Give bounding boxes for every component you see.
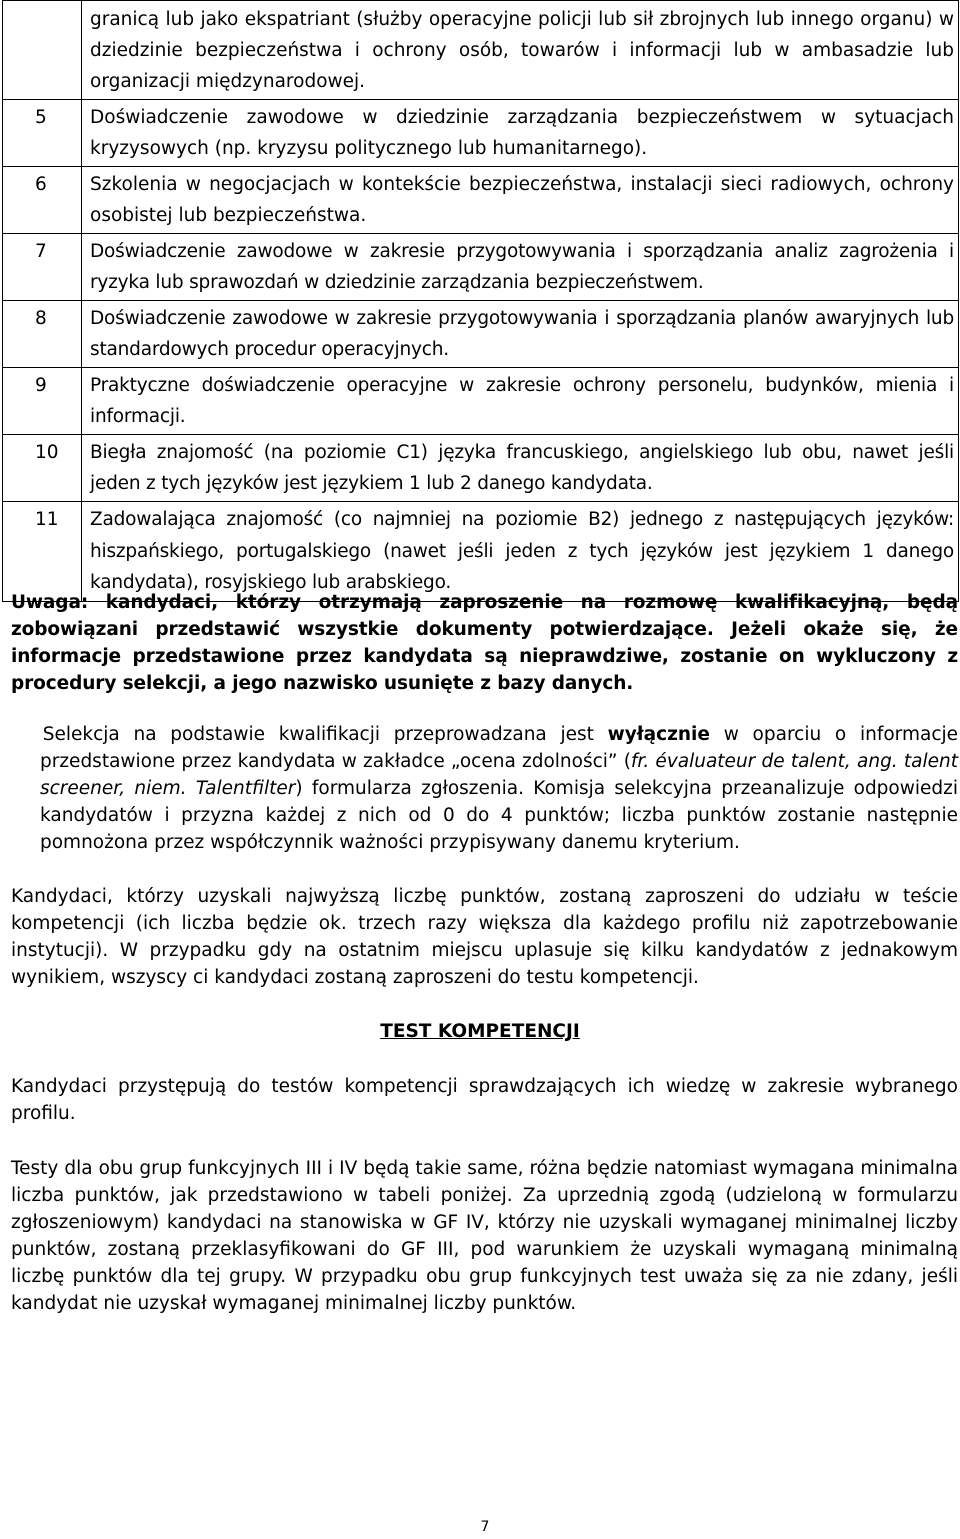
- row-text: Doświadczenie zawodowe w dziedzinie zarządzania bezpieczeństwem w sytuacjach kryzysowych (np. kryzysu politycznego lub humanitarnego).: [82, 100, 959, 167]
- row-number: 9: [3, 368, 82, 435]
- row-number: 6: [3, 167, 82, 234]
- selection-italic-terms: fr. évaluateur de talent, ang. talent screener, niem. Talentfilter: [40, 751, 958, 799]
- points-paragraph: Kandydaci, którzy uzyskali najwyższą liczbę punktów, zostaną zaproszeni do udziału w teście kompetencji (ich liczba będzie ok. trzech razy większa dla każdego profilu niż zapotrzebowanie instytucji). W przypadku gdy na ostatnim miejscu uplasuje się kilku kandydatów z jednakowym wynikiem, wszyscy ci kandydaci zostaną zaproszeni do testu kompetencji.: [11, 886, 958, 988]
- row-text: Zadowalająca znajomość (co najmniej na poziomie B2) jednego z następujących języków: hiszpańskiego, portugalskiego (nawet jeśli jeden z tych języków jest językiem 1 danego kandydata), rosyjskiego lub arabskiego.: [82, 502, 959, 602]
- row-number: 7: [3, 234, 82, 301]
- row-text: Biegła znajomość (na poziomie C1) języka francuskiego, angielskiego lub obu, nawet jeśli jeden z tych języków jest językiem 1 lub 2 danego kandydata.: [82, 435, 959, 502]
- section-heading: TEST KOMPETENCJI: [380, 1021, 580, 1042]
- page-number: 7: [480, 1519, 490, 1535]
- table-row: [3, 301, 959, 368]
- table-row: [3, 234, 959, 301]
- tests-paragraph: Kandydaci przystępują do testów kompetencji sprawdzających ich wiedzę w zakresie wybranego profilu.: [11, 1076, 958, 1124]
- table-row: [3, 502, 959, 602]
- table-row: [3, 100, 959, 167]
- table-row: [3, 435, 959, 502]
- selection-text-2: w oparciu o informacje przedstawione przez kandydata w zakładce „ocena zdolności” (: [40, 724, 959, 772]
- row-text: Doświadczenie zawodowe w zakresie przygotowywania i sporządzania planów awaryjnych lub standardowych procedur operacyjnych.: [82, 301, 959, 368]
- row-number: 5: [3, 100, 82, 167]
- em-dash: [11, 721, 29, 748]
- row-text: Szkolenia w negocjacjach w kontekście bezpieczeństwa, instalacji sieci radiowych, ochrony osobistej lub bezpieczeństwa.: [82, 167, 959, 234]
- table-row: [3, 1, 959, 100]
- selection-emphasis: wyłącznie: [607, 724, 710, 745]
- table-row: [3, 368, 959, 435]
- row-text: Doświadczenie zawodowe w zakresie przygotowywania i sporządzania analiz zagrożenia i ryzyka lub sprawozdań w dziedzinie zarządzania bezpieczeństwem.: [82, 234, 959, 301]
- criteria-table: [2, 0, 959, 602]
- row-number: 11: [3, 502, 82, 602]
- row-number: [3, 1, 82, 100]
- row-text: Praktyczne doświadczenie operacyjne w zakresie ochrony personelu, budynków, mienia i informacji.: [82, 368, 959, 435]
- selection-text-1: Selekcja na podstawie kwalifikacji przeprowadzana jest: [42, 724, 608, 745]
- row-number: 8: [3, 301, 82, 368]
- selection-paragraph: [11, 721, 958, 856]
- row-number: 10: [3, 435, 82, 502]
- row-text: granicą lub jako ekspatriant (służby operacyjne policji lub sił zbrojnych lub innego organu) w dziedzinie bezpieczeństwa i ochrony osób, towarów i informacji lub w ambasadzie lub organizacji międzynarodowej.: [82, 1, 959, 100]
- table-row: [3, 167, 959, 234]
- groups-paragraph: Testy dla obu grup funkcyjnych III i IV będą takie same, różna będzie natomiast wymagana minimalna liczba punktów, jak przedstawiono w tabeli poniżej. Za uprzednią zgodą (udzieloną w formularzu zgłoszeniowym) kandydaci na stanowiska w GF IV, którzy nie uzyskali wymaganej minimalnej liczby punktów, zostaną przeklasyfikowani do GF III, pod warunkiem że uzyskali wymaganą minimalną liczbę punktów dla tej grupy. W przypadku obu grup funkcyjnych test uważa się za nie zdany, jeśli kandydat nie uzyskał wymaganej minimalnej liczby punktów.: [11, 1158, 958, 1314]
- warning-paragraph: Uwaga: kandydaci, którzy otrzymają zaproszenie na rozmowę kwalifikacyjną, będą zobowiązani przedstawić wszystkie dokumenty potwierdzające. Jeżeli okaże się, że informacje przedstawione przez kandydata są nieprawdziwe, zostanie on wykluczony z procedury selekcji, a jego nazwisko usunięte z bazy danych.: [11, 592, 958, 694]
- selection-text-3: ) formularza zgłoszenia. Komisja selekcyjna przeanalizuje odpowiedzi kandydatów i przyzna każdej z nich od 0 do 4 punktów; liczba punktów zostanie następnie pomnożona przez współczynnik ważności przypisywany danemu kryterium.: [40, 778, 958, 853]
